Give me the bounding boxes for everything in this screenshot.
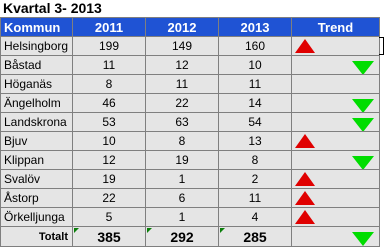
cell-2013[interactable]: 4	[219, 208, 292, 227]
cell-2013[interactable]: 2	[219, 170, 292, 189]
cell-2011[interactable]: 12	[73, 151, 146, 170]
cell-kommun[interactable]: Bjuv	[1, 132, 73, 151]
cell-trend[interactable]	[292, 56, 380, 75]
cell-trend[interactable]	[292, 113, 380, 132]
formula-marker-icon	[74, 228, 79, 233]
total-label[interactable]: Totalt	[1, 227, 73, 247]
cell-2012[interactable]: 12	[146, 56, 219, 75]
trend-up-arrow-icon	[295, 210, 315, 224]
cell-trend[interactable]	[292, 75, 380, 94]
cell-2011[interactable]: 11	[73, 56, 146, 75]
cell-2011[interactable]: 5	[73, 208, 146, 227]
cell-2013[interactable]: 11	[219, 189, 292, 208]
cell-trend[interactable]	[292, 208, 380, 227]
header-2013[interactable]: 2013	[219, 18, 292, 37]
cell-2012[interactable]: 22	[146, 94, 219, 113]
cell-2013[interactable]: 54	[219, 113, 292, 132]
cell-selection-outline	[379, 37, 384, 55]
formula-marker-icon	[147, 228, 152, 233]
cell-trend[interactable]	[292, 151, 380, 170]
cell-kommun[interactable]: Åstorp	[1, 189, 73, 208]
table-row	[1, 37, 380, 56]
total-value: 285	[243, 228, 267, 245]
cell-2011[interactable]: 22	[73, 189, 146, 208]
cell-trend[interactable]	[292, 132, 380, 151]
cell-trend[interactable]	[292, 37, 380, 56]
cell-2011[interactable]: 10	[73, 132, 146, 151]
cell-2012[interactable]: 1	[146, 170, 219, 189]
table-row	[1, 113, 380, 132]
cell-2012[interactable]: 149	[146, 37, 219, 56]
trend-table	[0, 17, 380, 247]
table-row	[1, 208, 380, 227]
total-value: 385	[97, 228, 121, 245]
trend-down-arrow-icon	[352, 99, 374, 113]
cell-kommun[interactable]: Örkelljunga	[1, 208, 73, 227]
sheet-title: Kvartal 3- 2013	[3, 0, 102, 16]
table-row	[1, 94, 380, 113]
trend-down-arrow-icon	[352, 156, 374, 170]
cell-2012[interactable]: 19	[146, 151, 219, 170]
cell-kommun[interactable]: Ängelholm	[1, 94, 73, 113]
table-row	[1, 56, 380, 75]
cell-2012[interactable]: 6	[146, 189, 219, 208]
header-kommun[interactable]: Kommun	[1, 18, 73, 37]
cell-trend[interactable]	[292, 170, 380, 189]
table-row	[1, 151, 380, 170]
trend-up-arrow-icon	[295, 172, 315, 186]
cell-2013[interactable]: 160	[219, 37, 292, 56]
cell-kommun[interactable]: Landskrona	[1, 113, 73, 132]
trend-up-arrow-icon	[295, 191, 315, 205]
table-row	[1, 189, 380, 208]
total-2011[interactable]	[73, 227, 146, 247]
trend-down-arrow-icon	[352, 232, 374, 246]
cell-2013[interactable]: 10	[219, 56, 292, 75]
cell-trend[interactable]	[292, 189, 380, 208]
trend-up-arrow-icon	[295, 134, 315, 148]
total-value: 292	[170, 228, 194, 245]
header-2011[interactable]: 2011	[73, 18, 146, 37]
cell-2011[interactable]: 53	[73, 113, 146, 132]
header-2012[interactable]: 2012	[146, 18, 219, 37]
cell-2013[interactable]: 11	[219, 75, 292, 94]
cell-2012[interactable]: 11	[146, 75, 219, 94]
total-row	[1, 227, 380, 247]
cell-2013[interactable]: 13	[219, 132, 292, 151]
cell-2011[interactable]: 46	[73, 94, 146, 113]
cell-2011[interactable]: 8	[73, 75, 146, 94]
trend-up-arrow-icon	[295, 39, 315, 53]
cell-2012[interactable]: 8	[146, 132, 219, 151]
table-row	[1, 132, 380, 151]
cell-2011[interactable]: 199	[73, 37, 146, 56]
cell-kommun[interactable]: Helsingborg	[1, 37, 73, 56]
cell-kommun[interactable]: Svalöv	[1, 170, 73, 189]
cell-kommun[interactable]: Klippan	[1, 151, 73, 170]
header-row	[1, 18, 380, 37]
trend-down-arrow-icon	[352, 61, 374, 75]
cell-2013[interactable]: 8	[219, 151, 292, 170]
total-2012[interactable]	[146, 227, 219, 247]
cell-kommun[interactable]: Höganäs	[1, 75, 73, 94]
trend-down-arrow-icon	[352, 118, 374, 132]
formula-marker-icon	[220, 228, 225, 233]
table-row	[1, 75, 380, 94]
cell-2012[interactable]: 63	[146, 113, 219, 132]
cell-trend[interactable]	[292, 94, 380, 113]
cell-2011[interactable]: 19	[73, 170, 146, 189]
total-2013[interactable]	[219, 227, 292, 247]
cell-2012[interactable]: 1	[146, 208, 219, 227]
cell-kommun[interactable]: Båstad	[1, 56, 73, 75]
cell-2013[interactable]: 14	[219, 94, 292, 113]
header-trend[interactable]: Trend	[292, 18, 380, 37]
table-row	[1, 170, 380, 189]
total-trend[interactable]	[292, 227, 380, 247]
